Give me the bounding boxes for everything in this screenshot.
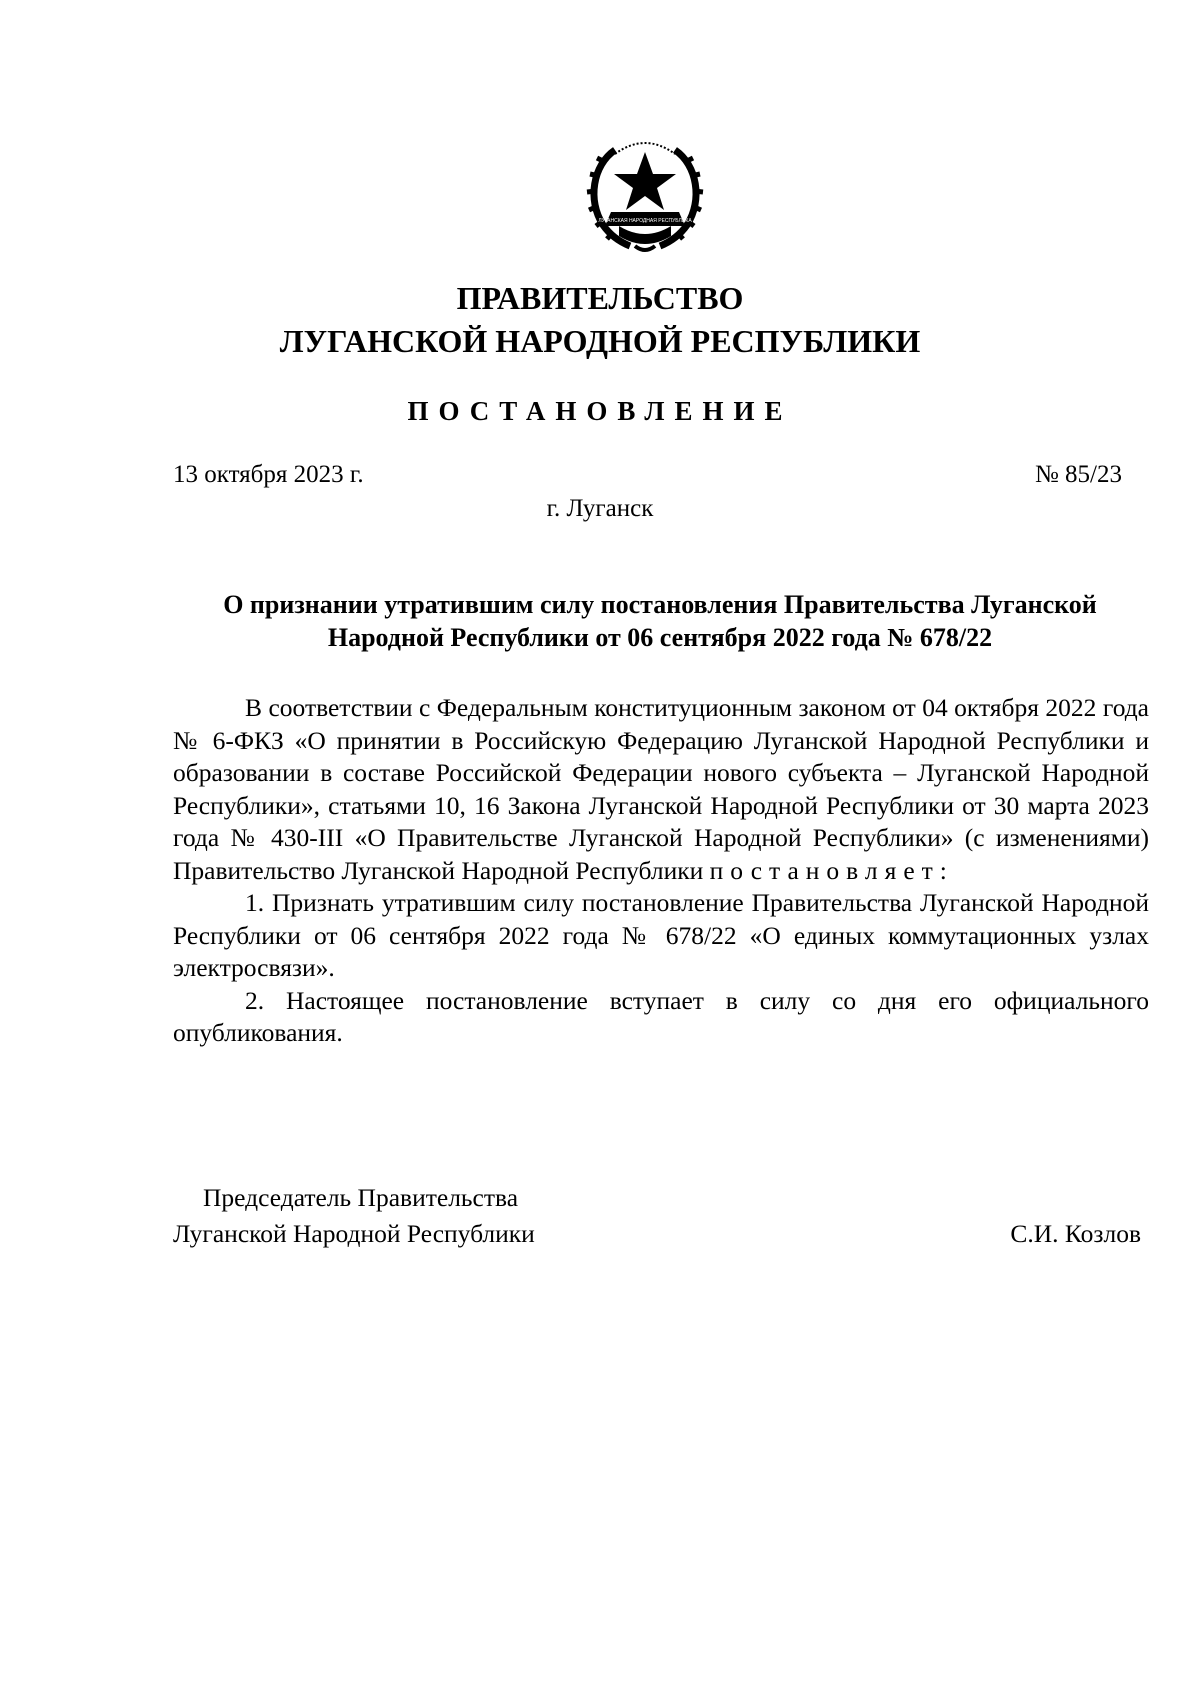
resolution-item-1: 1. Признать утратившим силу постановление Правительства Луганской Народной Республики от 06 сентября 2022 года № 678/22 «О единых коммутационных узлах электросвязи». (173, 888, 1149, 982)
government-title-line1: ПРАВИТЕЛЬСТВО (456, 280, 744, 316)
resolves-text: постановляет: (709, 855, 954, 885)
signature-position-line2: Луганской Народной Республики (173, 1219, 535, 1248)
resolution-item-2: 2. Настоящее постановление вступает в силу со дня его официального опубликования. (173, 985, 1149, 1047)
government-title-line2: ЛУГАНСКОЙ НАРОДНОЙ РЕСПУБЛИКИ (279, 323, 921, 359)
document-subject: О признании утратившим силу постановления Правительства Луганской Народной Республики от 06 сентября 2022 года № 678/22 (223, 590, 1097, 652)
emblem-ribbon-text: ЛУГАНСКАЯ НАРОДНАЯ РЕСПУБЛИКА (598, 218, 692, 224)
document-city: г. Луганск (546, 495, 654, 522)
signature-name: С.И. Козлов (1010, 1219, 1141, 1248)
preamble-paragraph (173, 692, 1149, 887)
document-number: № 85/23 (1034, 461, 1122, 488)
preamble-text: В соответствии с Федеральным конституционным законом от 04 октября 2022 года № 6-ФКЗ «О принятии в Российскую Федерацию Луганской Народной Республики и образовании в составе Российской Федерации нового субъекта – Луганской Народной Республики», статьями 10, 16 Закона Луганской Народной Республики от 30 марта 2023 года № 430-III «О Правительстве Луганской Народной Республики» (с изменениями) Правительство Луганской Народной Республики (173, 693, 1149, 885)
lpr-coat-of-arms-icon (575, 130, 715, 262)
document-date: 13 октября 2023 г. (173, 461, 364, 488)
document-body (173, 692, 1149, 1050)
signature-position-line1: Председатель Правительства (203, 1183, 519, 1212)
document-type: ПОСТАНОВЛЕНИЕ (407, 396, 793, 426)
signature-position (173, 1180, 535, 1252)
